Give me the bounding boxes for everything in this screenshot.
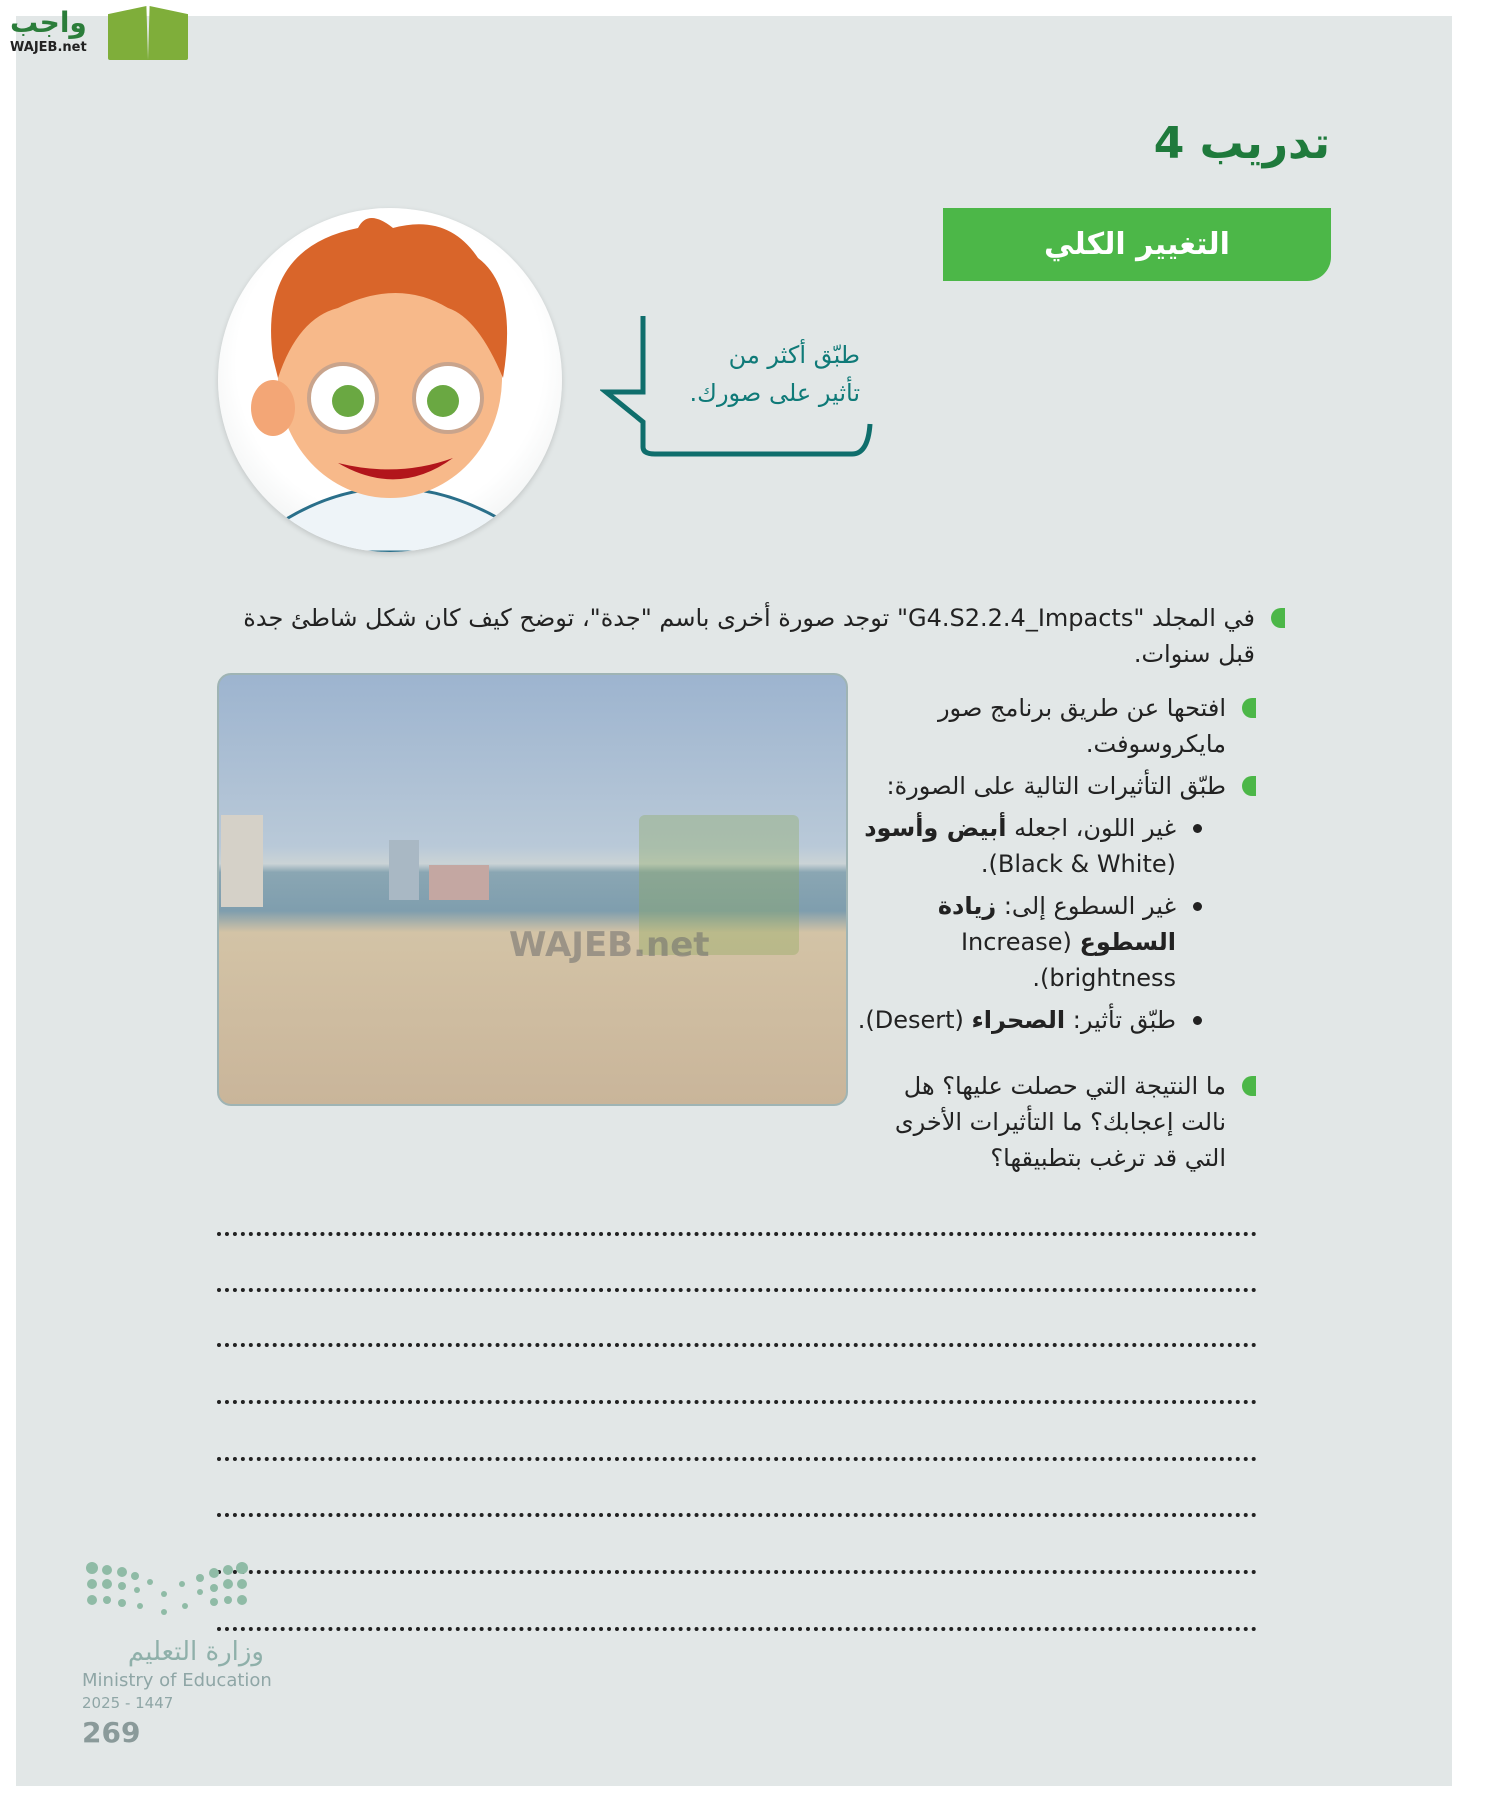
section-tab: التغيير الكلي xyxy=(943,208,1331,281)
answer-line[interactable] xyxy=(217,1513,1257,1517)
question-item xyxy=(856,1068,1256,1176)
character-avatar xyxy=(218,208,562,552)
wajeb-logo-domain: WAJEB.net xyxy=(10,40,87,55)
ministry-dots-logo xyxy=(82,1562,268,1626)
exercise-title: تدريب 4 xyxy=(1153,118,1330,169)
answer-line[interactable] xyxy=(217,1400,1257,1404)
wajeb-logo xyxy=(10,6,100,56)
wajeb-logo-text: واجب xyxy=(10,6,87,39)
effect-name: زيادة السطوع xyxy=(937,892,1176,956)
answer-line[interactable] xyxy=(217,1570,1257,1574)
instruction-2: افتحها عن طريق برنامج صور مايكروسوفت. xyxy=(937,694,1226,758)
effect-text: غير السطوع إلى: xyxy=(996,892,1176,920)
photo-watermark: WAJEB.net xyxy=(509,925,710,965)
answer-line[interactable] xyxy=(217,1232,1257,1236)
effect-english: (Increase brightness). xyxy=(960,928,1176,992)
effect-text: غير اللون، اجعله xyxy=(1006,814,1176,842)
effect-name: أبيض وأسود xyxy=(864,814,1007,842)
speech-bubble xyxy=(640,336,860,412)
effect-english: (Black & White). xyxy=(980,850,1176,878)
bullet-marker xyxy=(1242,698,1256,718)
effect-english: (Desert). xyxy=(857,1006,972,1034)
effect-item xyxy=(856,810,1226,882)
speech-line-1: طبّق أكثر من xyxy=(728,341,860,369)
bullet-dot xyxy=(1193,902,1202,911)
edition-year: 2025 - 1447 xyxy=(82,1694,174,1712)
building xyxy=(221,815,263,907)
effect-item xyxy=(856,888,1226,996)
ministry-name-en: Ministry of Education xyxy=(82,1670,272,1691)
building xyxy=(429,865,489,900)
bullet-marker xyxy=(1242,776,1256,796)
answer-line[interactable] xyxy=(217,1627,1257,1631)
bullet-marker xyxy=(1271,608,1285,628)
jeddah-beach-photo xyxy=(217,673,848,1106)
bullet-dot xyxy=(1193,1016,1202,1025)
answer-line[interactable] xyxy=(217,1288,1257,1292)
speech-line-2: تأثير على صورك. xyxy=(689,379,860,407)
bullet-dot xyxy=(1193,824,1202,833)
answer-line[interactable] xyxy=(217,1457,1257,1461)
question: ما النتيجة التي حصلت عليها؟ هل نالت إعجابك؟ ما التأثيرات الأخرى التي قد ترغب بتطبيقها؟ xyxy=(894,1072,1226,1172)
answer-line[interactable] xyxy=(217,1343,1257,1347)
effect-name: الصحراء xyxy=(971,1006,1066,1034)
instruction-2-item xyxy=(856,690,1256,762)
effect-text: طبّق تأثير: xyxy=(1065,1006,1176,1034)
bullet-marker xyxy=(1242,1076,1256,1096)
building xyxy=(389,840,419,900)
page-number: 269 xyxy=(82,1716,141,1749)
instruction-1-item xyxy=(215,600,1285,672)
instruction-1: في المجلد "G4.S2.2.4_Impacts" توجد صورة أخرى باسم "جدة"، توضح كيف كان شكل شاطئ جدة قبل سنوات. xyxy=(243,604,1255,668)
instruction-3: طبّق التأثيرات التالية على الصورة: xyxy=(886,772,1226,800)
instruction-3-item xyxy=(856,768,1256,804)
ministry-name-ar: وزارة التعليم xyxy=(127,1637,264,1667)
effect-item xyxy=(856,1002,1226,1038)
instructions-column xyxy=(856,690,1256,1176)
